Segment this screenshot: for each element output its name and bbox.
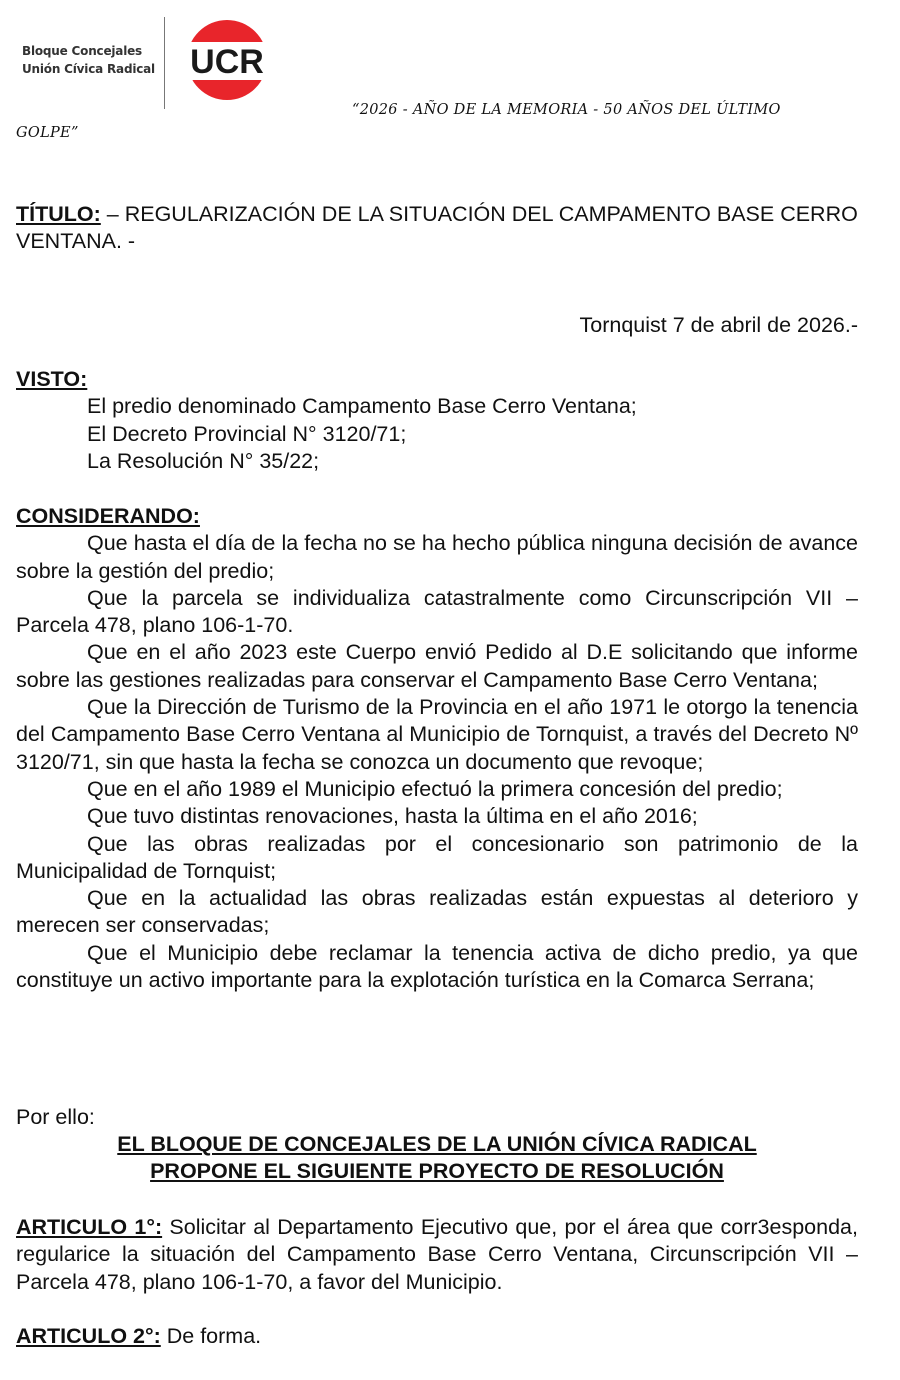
proposal-heading (16, 1131, 858, 1186)
visto-item: El Decreto Provincial N° 3120/71; (87, 421, 407, 446)
org-name (22, 42, 155, 78)
considerando-heading: CONSIDERANDO: (16, 504, 200, 528)
proposal-line1: EL BLOQUE DE CONCEJALES DE LA UNIÓN CÍVICA RADICAL (117, 1132, 757, 1156)
motto-line2: GOLPE” (16, 125, 79, 141)
visto-heading: VISTO: (16, 367, 88, 391)
document-title (16, 201, 858, 256)
logo-text: UCR (190, 43, 264, 81)
logo-top-band (186, 16, 268, 42)
por-ello: Por ello: (16, 1105, 95, 1129)
considerando-paragraph: Que el Municipio debe reclamar la tenencia activa de dicho predio, ya que constituye un activo importante para la explotación turística en la Comarca Serrana; (16, 940, 858, 993)
header-divider (164, 17, 165, 109)
article-2 (16, 1323, 858, 1350)
considerando-paragraph: Que la Dirección de Turismo de la Provincia en el año 1971 le otorgo la tenencia del Campamento Base Cerro Ventana al Municipio de Tornquist, a través del Decreto Nº 3120/71, sin que hasta la fecha se conozca un documento que revoque; (16, 695, 858, 774)
article-label: ARTICULO 1°: (16, 1215, 163, 1239)
title-label: TÍTULO: (16, 202, 101, 226)
org-name-line2: Unión Cívica Radical (22, 62, 155, 76)
considerando-paragraph: Que las obras realizadas por el concesionario son patrimonio de la Municipalidad de Tornquist; (16, 831, 858, 883)
considerando-paragraph: Que tuvo distintas renovaciones, hasta la última en el año 2016; (87, 804, 698, 829)
date-line: Tornquist 7 de abril de 2026.- (579, 313, 858, 337)
considerando-paragraph: Que la parcela se individualiza catastralmente como Circunscripción VII – Parcela 478, plano 106-1-70. (16, 585, 858, 638)
considerando-paragraph: Que en la actualidad las obras realizadas están expuestas al deterioro y merecen ser conservadas; (16, 886, 858, 938)
article-text: Solicitar al Departamento Ejecutivo que, por el área que corr3esponda, regularice la situación del Campamento Base Cerro Ventana, Circunscripción VII –Parcela 478, plano 106-1-70, a favor del Municipio. (16, 1215, 858, 1294)
considerando-paragraph: Que en el año 1989 el Municipio efectuó la primera concesión del predio; (87, 776, 783, 801)
article-text: De forma. (160, 1324, 262, 1348)
visto-item: El predio denominado Campamento Base Cerro Ventana; (87, 394, 637, 419)
proposal-line2: PROPONE EL SIGUIENTE PROYECTO DE RESOLUCIÓN (150, 1159, 724, 1184)
article-1 (16, 1214, 858, 1296)
ucr-logo (186, 16, 268, 104)
considerando-paragraph: Que en el año 2023 este Cuerpo envió Pedido al D.E solicitando que informe sobre las gestiones realizadas para conservar el Campamento Base Cerro Ventana; (16, 640, 858, 692)
logo-bottom-band (186, 80, 268, 104)
article-label: ARTICULO 2°: (16, 1324, 161, 1348)
considerando-paragraph: Que hasta el día de la fecha no se ha hecho pública ninguna decisión de avance sobre la gestión del predio; (16, 531, 858, 583)
title-text: – REGULARIZACIÓN DE LA SITUACIÓN DEL CAMPAMENTO BASE CERRO VENTANA. - (16, 202, 858, 254)
considerando-section (16, 503, 858, 994)
visto-section (16, 366, 858, 475)
visto-item: La Resolución N° 35/22; (87, 448, 320, 473)
org-name-line1: Bloque Concejales (22, 44, 143, 58)
motto-line1: “2026 - AÑO DE LA MEMORIA - 50 AÑOS DEL ÚLTIMO (352, 102, 781, 118)
